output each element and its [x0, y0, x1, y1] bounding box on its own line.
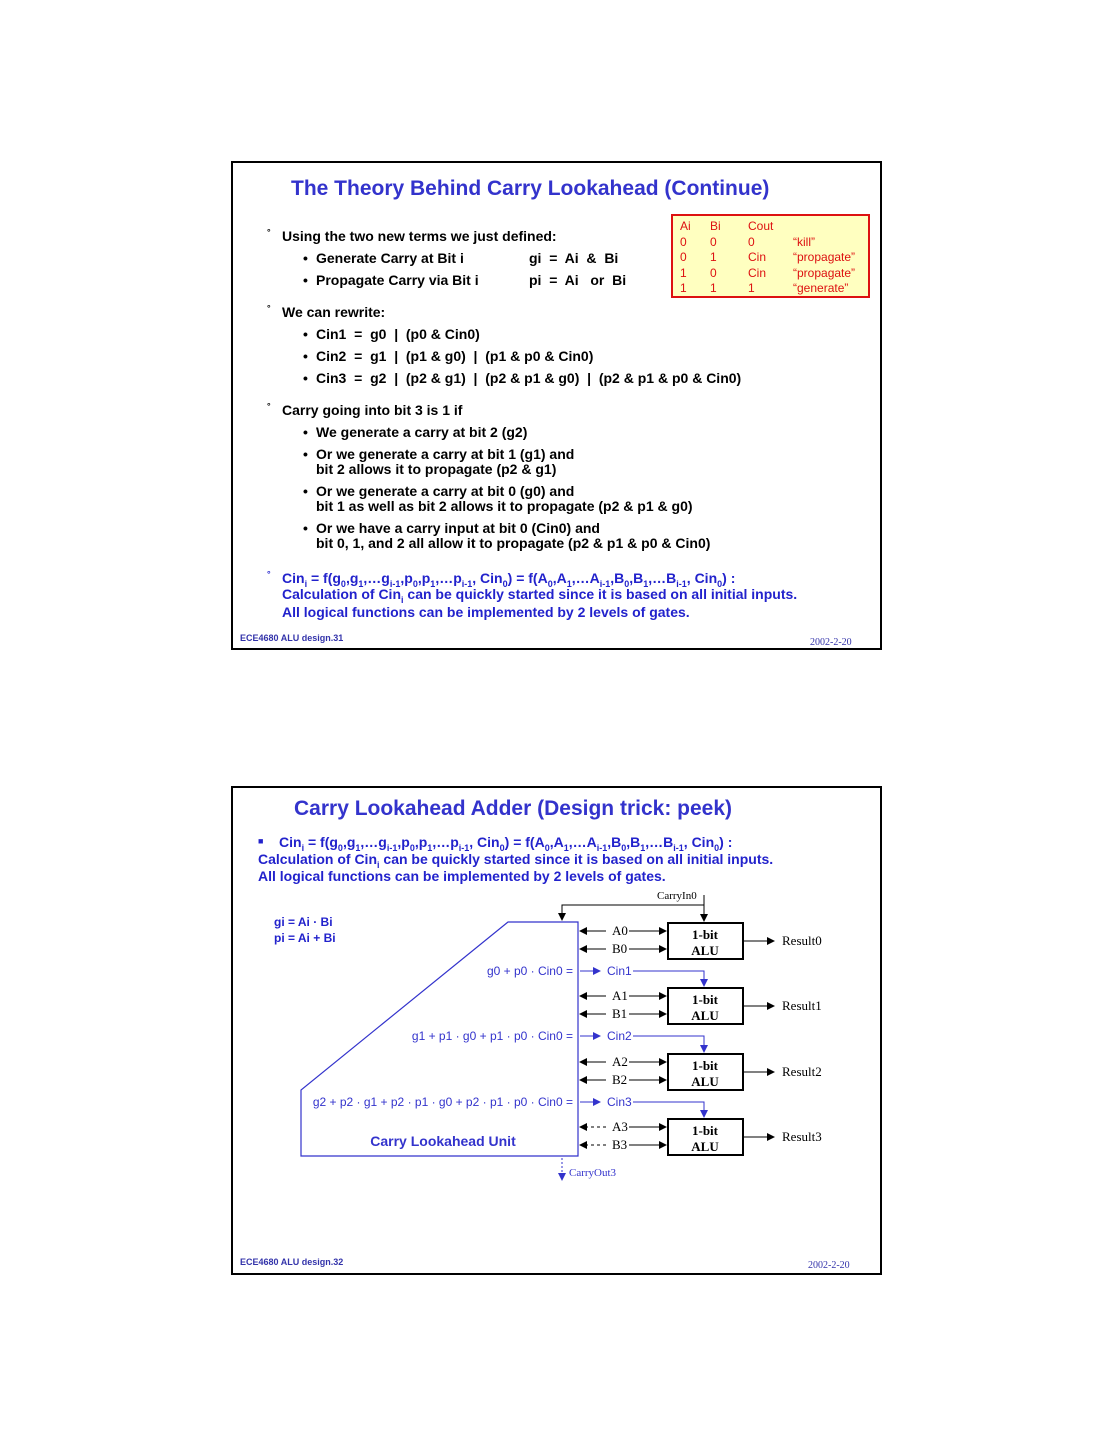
- formula-subscript: i: [301, 842, 305, 853]
- table-cell: 1: [748, 281, 755, 295]
- formula-text: ,B: [610, 570, 625, 586]
- case-text: bit 0, 1, and 2 all allow it to propagate (p2 & p1 & p0 & Cin0): [316, 535, 711, 551]
- formula-text: ) = f(A: [507, 570, 548, 586]
- table-cell: Cin: [748, 265, 767, 280]
- calc-line: Calculation of Cin$_i$ can be quickly started since it is based on all initial inputs.: [258, 851, 774, 870]
- table-header: Bi: [710, 219, 721, 233]
- rewrite-cin3: Cin3 = g2 | (p2 & g1) | (p2 & p1 & g0) | (p2 & p1 & p0 & Cin0): [316, 370, 742, 386]
- cin-equation: g1 + p1 · g0 + p1 · p0 · Cin0 =: [411, 1029, 573, 1043]
- formula-text: ,A: [549, 834, 564, 850]
- table-cell: 1: [680, 281, 687, 295]
- formula-text: ,p: [417, 570, 431, 586]
- bullet-icon: ■: [258, 836, 264, 846]
- cin-label: Cin2: [607, 1029, 632, 1043]
- formula-text: , Cin: [469, 834, 500, 850]
- alu-label: 1-bit: [692, 992, 718, 1007]
- b-input-label: B2: [612, 1072, 628, 1087]
- cin-wire: [633, 1036, 704, 1052]
- formula-text: Cin: [279, 834, 302, 850]
- a-input-label: A1: [612, 988, 628, 1003]
- formula-subscript: 0: [340, 578, 346, 589]
- formula-subscript: i-1: [386, 842, 398, 853]
- rewrite-cin2: Cin2 = g1 | (p1 & g0) | (p1 & p0 & Cin0): [316, 348, 594, 364]
- bullet-icon: •: [303, 272, 308, 288]
- case-text: Or we generate a carry at bit 1 (g1) and: [316, 446, 575, 462]
- formula-text: ) = f(A: [504, 834, 545, 850]
- formula-text: ,B: [629, 570, 644, 586]
- formula-subscript: 1: [563, 842, 569, 853]
- table-cell: 0: [710, 234, 717, 249]
- formula-subscript: i-1: [673, 842, 684, 853]
- generate-label: Generate Carry at Bit i: [316, 250, 464, 266]
- alu-label: ALU: [691, 1008, 719, 1023]
- unit-label: Carry Lookahead Unit: [370, 1133, 516, 1149]
- levels-line: All logical functions can be implemented by 2 levels of gates.: [258, 868, 666, 884]
- formula-text: ,…A: [571, 570, 600, 586]
- cin-equation: g0 + p0 · Cin0 =: [486, 964, 573, 978]
- case-text: bit 1 as well as bit 2 allows it to propagate (p2 & p1 & g0): [316, 498, 693, 514]
- formula-text: ,…p: [435, 570, 462, 586]
- cin-label: Cin1: [607, 964, 632, 978]
- formula-text: , Cin: [686, 570, 718, 586]
- alu-label: 1-bit: [692, 1123, 718, 1138]
- formula-text: ,…g: [363, 570, 390, 586]
- cin-equation: g2 + p2 · g1 + p2 · p1 · g0 + p2 · p1 · p0 · Cin0 =: [312, 1095, 573, 1109]
- b-input-label: B0: [612, 941, 628, 956]
- table-cell: “propagate”: [793, 265, 856, 280]
- bullet-icon: °: [267, 227, 271, 237]
- table-cell: 0: [680, 234, 687, 249]
- formula-text: ) :: [719, 834, 733, 850]
- formula-subscript: 0: [544, 842, 550, 853]
- carry-out-label: CarryOut3: [569, 1167, 617, 1179]
- result-label: Result0: [782, 933, 822, 948]
- calc-line: Calculation of Cin$_i$ can be quickly started since it is based on all initial inputs.: [282, 586, 798, 605]
- formula-subscript: 0: [624, 578, 630, 589]
- carry-in-label: CarryIn0: [657, 890, 697, 902]
- formula-text: ,p: [400, 570, 413, 586]
- alu-label: 1-bit: [692, 1058, 718, 1073]
- formula-text: Cin: [282, 570, 305, 586]
- formula-subscript: 0: [412, 578, 418, 589]
- bullet-text: Using the two new terms we just defined:: [282, 228, 557, 244]
- a-input-label: A2: [612, 1054, 628, 1069]
- formula-text: ,B: [626, 834, 641, 850]
- formula-text: ,p: [414, 834, 428, 850]
- slide-title: Carry Lookahead Adder (Design trick: peek): [294, 797, 733, 820]
- formula-subscript: 0: [621, 842, 627, 853]
- formula-subscript: 0: [337, 842, 343, 853]
- bullet-text: We can rewrite:: [282, 304, 386, 320]
- table-cell: 0: [710, 265, 717, 280]
- document-page: The Theory Behind Carry Lookahead (Continue) Ai Bi Cout 0 0 0 “kill” 0 1 Cin “propagate” 1 0 Cin “propagate” 1 1 1 “generate” ° Using the two new terms we just defined: • Generate Carry at Bit i gi = Ai & Bi • Propagate Carry via Bit i pi = Ai or Bi ° We can rewrite: • Cin1 = g0 | (p0 & Cin0) • Cin2 = g1 | (p1 & g0) | (p1 & p0 & Cin0) • Cin3 = g2 | (p2 & g1) | (p2 & p1 & g0) | (p2 & p1 & p0 & Cin0) ° Carry going into bit 3 is 1 if • We generate a carry at bit 2 (g2) • Or we generate a carry at bit 1 (g1) and bit 2 allows it to propagate (p2 & g1) • Or we generate a carry at bit 0 (g0) and bit 1 as well as bit 2 allows it to propagate (p2 & p1 & g0) • Or we have a carry input at bit 0 (Cin0) and bit 0, 1, and 2 all allow it to propagate (p2 & p1 & p0 & Cin0) ° $Cin_i = f(g_0,g_1,\dots g_{i-1},p_0,p_1,\dots p_{i-1}$, $Cin_0) = f(A_0,A_1,\dots A_{i-1},B_0,B_1,\dots B_{i-1}$, Cin$_0$) : Calculation of Cin$_i$ can be quickly started since it is based on all initial inputs. All logical functions can be implemented by 2 levels of gates. ECE4680 ALU design.31 2002-2-20 Carry Lookahead Adder (Design trick: peek) ■ $Cin_i = f(g_0,g_1,\dots g_{i-1},p_0,p_1,\dots p_{i-1}$, $Cin_0) = f(A_0,A_1,\dots A_{i-1},B_0,B_1,\dots B_{i-1}$, Cin$_0$) : Calculation of Cin$_i$ can be quickly started since it is based on all initial inputs. All logical functions can be implemented by 2 levels of gates. gi = Ai · Bi pi = Ai + Bi Carry Lookahead Unit CarryIn0 CarryOut3 1-bit ALU A0 B0 Result0 1-bit ALU A1 B1 Result1 1-bit ALU A2 B2 Result2 1-bit ALU A3 B3 Result3 g0 + p0 · Cin0 = Cin1 g1 + p1 · g0 + p1 · p0 · Cin0 = Cin2 g2 + p2 · g1 + p2 · p1 · g0 + p2 · p1 · p0 · Cin0 = Cin3 ECE4680 ALU design.32 2002-2-20: [0, 0, 1113, 1440]
- formula-text: ,…A: [568, 834, 597, 850]
- formula-subscript: 1: [566, 578, 572, 589]
- formula-subscript: i-1: [596, 842, 608, 853]
- formula-text: = f(g: [304, 834, 338, 850]
- b-input-label: B1: [612, 1006, 628, 1021]
- formula-text: ,p: [397, 834, 410, 850]
- formula-text: ,A: [552, 570, 567, 586]
- cin-label: Cin3: [607, 1095, 632, 1109]
- bullet-text: Carry going into bit 3 is 1 if: [282, 402, 463, 418]
- formula-subscript: i-1: [389, 578, 401, 589]
- a-input-label: A0: [612, 923, 628, 938]
- formula-subscript: i-1: [461, 578, 473, 589]
- cin-wire: [633, 971, 704, 986]
- table-cell: 0: [748, 234, 755, 249]
- formula-subscript: 0: [717, 578, 723, 589]
- gi-definition: gi = Ai · Bi: [274, 915, 333, 929]
- table-cell: 1: [710, 281, 717, 295]
- result-label: Result1: [782, 998, 822, 1013]
- formula-subscript: 1: [427, 842, 433, 853]
- slide-footer: ECE4680 ALU design.32: [240, 1257, 344, 1267]
- formula-text: ,…B: [645, 834, 674, 850]
- result-label: Result2: [782, 1064, 822, 1079]
- propagate-label: Propagate Carry via Bit i: [316, 272, 479, 288]
- slide-footer: ECE4680 ALU design.31: [240, 633, 344, 643]
- propagate-equation: pi = Ai or Bi: [529, 272, 627, 288]
- formula-subscript: 1: [358, 578, 364, 589]
- formula-subscript: 1: [355, 842, 361, 853]
- slide-date: 2002-2-20: [808, 1260, 850, 1271]
- alu-label: ALU: [691, 943, 719, 958]
- formula-subscript: i-1: [599, 578, 611, 589]
- formula-text: ,g: [345, 570, 359, 586]
- formula-subscript: i-1: [676, 578, 687, 589]
- table-cell: “propagate”: [793, 250, 856, 264]
- formula-subscript: 1: [640, 842, 646, 853]
- pi-definition: pi = Ai + Bi: [274, 931, 336, 945]
- formula-text: ,…B: [648, 570, 677, 586]
- cin-wire: [633, 1102, 704, 1117]
- formula-subscript: 0: [502, 578, 508, 589]
- formula-text: , Cin: [472, 570, 503, 586]
- b-input-label: B3: [612, 1137, 628, 1152]
- case-text: Or we generate a carry at bit 0 (g0) and: [316, 483, 575, 499]
- formula-subscript: 0: [714, 842, 720, 853]
- formula-text: ) :: [722, 570, 736, 586]
- case-text: Or we have a carry input at bit 0 (Cin0) and: [316, 520, 600, 536]
- formula-subscript: 1: [430, 578, 436, 589]
- slide-date: 2002-2-20: [810, 637, 852, 648]
- result-label: Result3: [782, 1129, 822, 1144]
- a-input-label: A3: [612, 1119, 628, 1134]
- bullet-icon: •: [303, 250, 308, 266]
- case-text: bit 2 allows it to propagate (p2 & g1): [316, 461, 557, 477]
- levels-line: All logical functions can be implemented by 2 levels of gates.: [282, 604, 690, 620]
- generate-equation: gi = Ai & Bi: [529, 250, 619, 266]
- table-cell: 0: [680, 250, 687, 264]
- formula-text: ,…p: [432, 834, 459, 850]
- formula-text: ,…g: [360, 834, 387, 850]
- formula-subscript: 0: [409, 842, 415, 853]
- table-cell: “kill”: [793, 234, 815, 249]
- formula-subscript: i-1: [458, 842, 470, 853]
- formula-text: , Cin: [683, 834, 715, 850]
- rewrite-cin1: Cin1 = g0 | (p0 & Cin0): [316, 326, 480, 342]
- table-header: Ai: [680, 219, 691, 233]
- alu-label: ALU: [691, 1139, 719, 1154]
- formula-text: ,B: [607, 834, 622, 850]
- table-header: Cout: [748, 219, 774, 233]
- table-cell: 1: [710, 250, 717, 264]
- formula-subscript: 0: [547, 578, 553, 589]
- table-cell: “generate”: [793, 281, 849, 295]
- slide-title: The Theory Behind Carry Lookahead (Continue): [291, 177, 770, 200]
- formula-text: ,g: [342, 834, 356, 850]
- table-cell: Cin: [748, 250, 767, 264]
- alu-label: 1-bit: [692, 927, 718, 942]
- case-text: We generate a carry at bit 2 (g2): [316, 424, 528, 440]
- formula-subscript: i: [304, 578, 308, 589]
- formula-subscript: 1: [643, 578, 649, 589]
- bullet-icon: °: [267, 303, 271, 313]
- alu-label: ALU: [691, 1074, 719, 1089]
- formula-text: = f(g: [307, 570, 341, 586]
- formula-subscript: 0: [499, 842, 505, 853]
- table-cell: 1: [680, 265, 687, 280]
